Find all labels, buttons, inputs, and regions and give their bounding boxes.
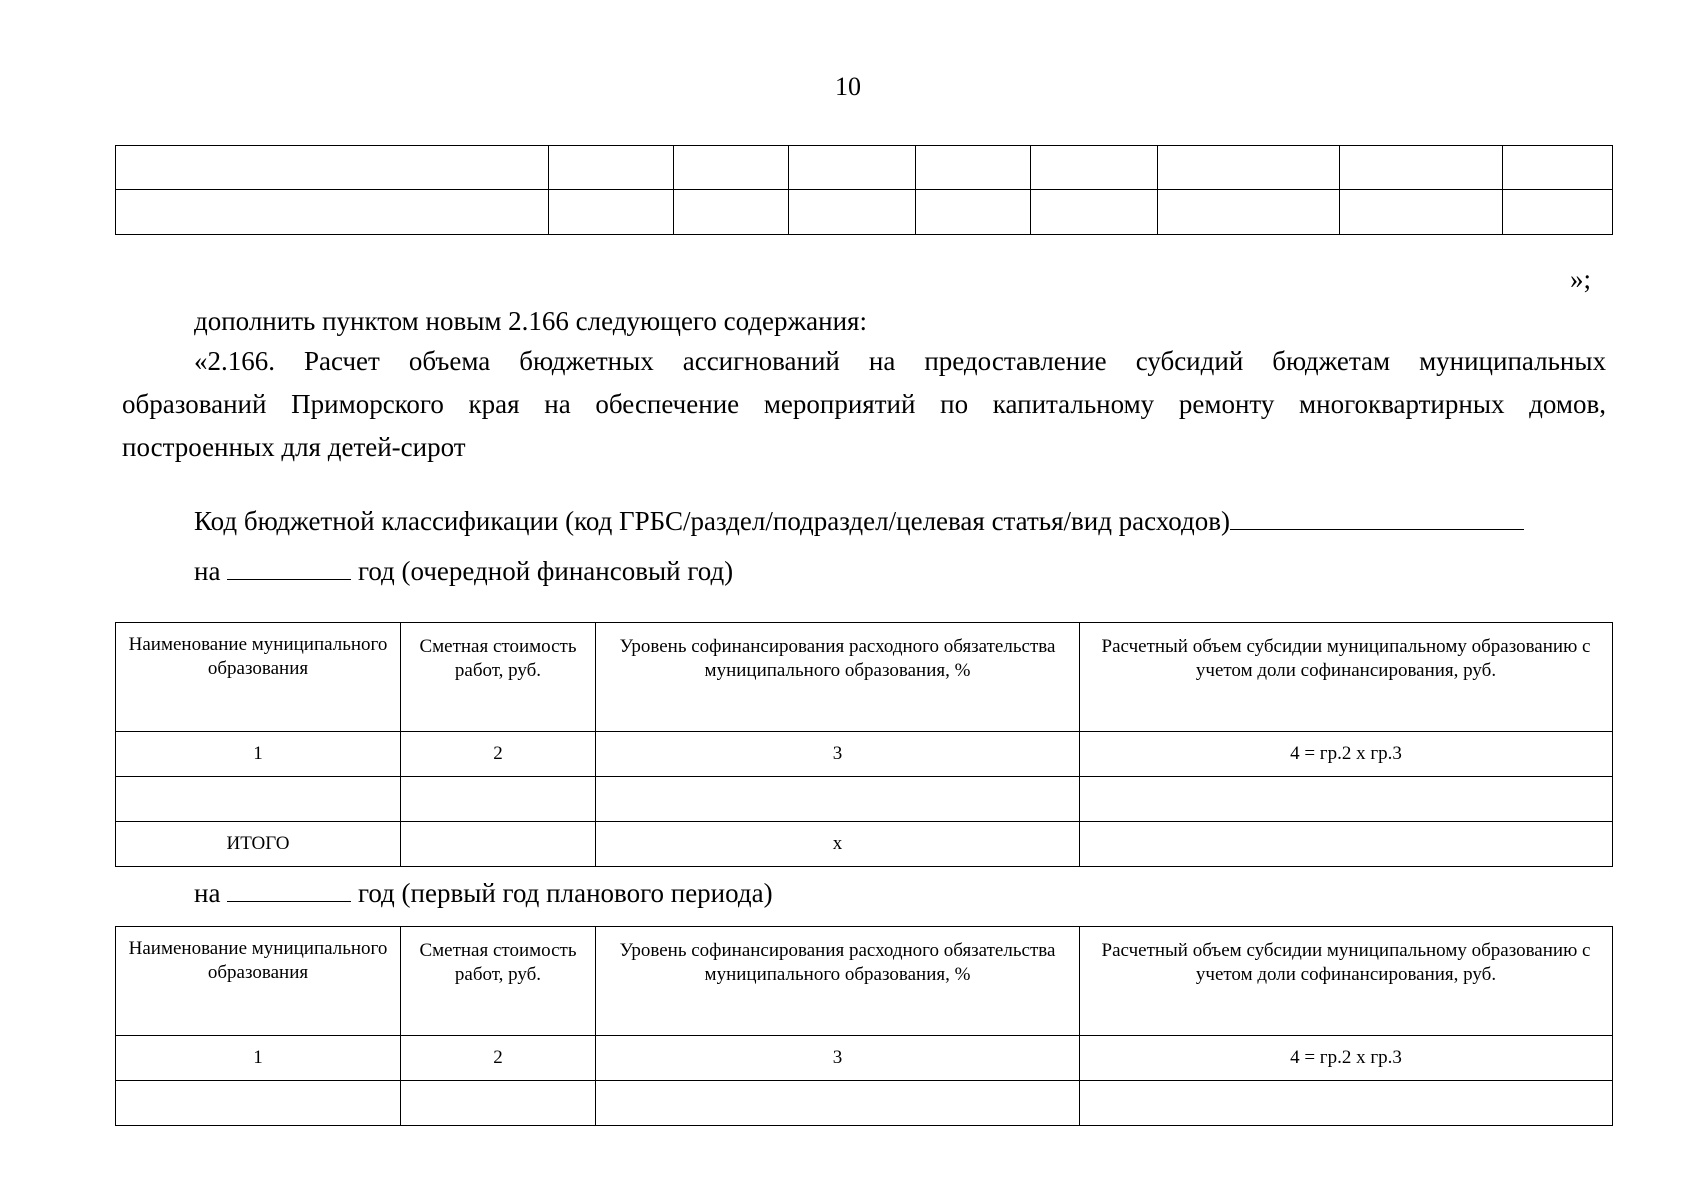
closing-quote: »; (1570, 264, 1592, 294)
column-number: 3 (596, 1036, 1080, 1081)
table-row (116, 190, 1613, 235)
table-row (116, 1081, 1613, 1126)
header-cofinancing-level: Уровень софинансирования расходного обязательства муниципального образования, % (596, 623, 1080, 732)
column-number: 1 (116, 732, 401, 777)
column-number: 1 (116, 1036, 401, 1081)
column-number: 3 (596, 732, 1080, 777)
kbk-blank (1230, 507, 1524, 530)
table-row (116, 146, 1613, 190)
year2-line (194, 872, 773, 915)
table-header-row (116, 623, 1613, 732)
year1-prefix: на (194, 556, 221, 586)
section-line-2: образований Приморского края на обеспечение мероприятий по капитальному ремонту многоквартирных домов, (122, 389, 1606, 419)
page-number: 10 (835, 72, 861, 101)
year1-line (194, 550, 733, 593)
kbk-label: Код бюджетной классификации (код ГРБС/раздел/подраздел/целевая статья/вид расходов) (194, 506, 1230, 536)
header-municipality: Наименование муниципального образования (116, 623, 401, 732)
year2-suffix: год (первый год планового периода) (357, 878, 773, 908)
header-subsidy-volume: Расчетный объем субсидии муниципальному образованию с учетом доли софинансирования, руб. (1080, 623, 1613, 732)
intro-line: дополнить пунктом новым 2.166 следующего содержания: (194, 306, 867, 336)
total-col3: х (596, 822, 1080, 867)
header-subsidy-volume: Расчетный объем субсидии муниципальному образованию с учетом доли софинансирования, руб. (1080, 927, 1613, 1036)
total-row (116, 822, 1613, 867)
column-number: 2 (401, 1036, 596, 1081)
year2-blank (227, 879, 351, 902)
subsidy-table-year1 (115, 622, 1613, 867)
column-number: 2 (401, 732, 596, 777)
year2-prefix: на (194, 878, 221, 908)
section-line-3: построенных для детей-сирот (122, 432, 466, 462)
table-header-row (116, 927, 1613, 1036)
header-estimated-cost: Сметная стоимость работ, руб. (401, 927, 596, 1036)
subsidy-table-year2 (115, 926, 1613, 1126)
header-cofinancing-level: Уровень софинансирования расходного обязательства муниципального образования, % (596, 927, 1080, 1036)
header-estimated-cost: Сметная стоимость работ, руб. (401, 623, 596, 732)
year1-suffix: год (очередной финансовый год) (357, 556, 734, 586)
year1-blank (227, 557, 351, 580)
total-label: ИТОГО (116, 822, 401, 867)
header-municipality: Наименование муниципального образования (116, 927, 401, 1036)
kbk-line (194, 500, 1524, 543)
column-number: 4 = гр.2 х гр.3 (1080, 1036, 1613, 1081)
table-row (116, 777, 1613, 822)
column-number-row (116, 732, 1613, 777)
continuation-table (115, 145, 1613, 235)
column-number-row (116, 1036, 1613, 1081)
column-number: 4 = гр.2 х гр.3 (1080, 732, 1613, 777)
section-line-1: «2.166. Расчет объема бюджетных ассигнований на предоставление субсидий бюджетам муниципальных (194, 346, 1606, 376)
